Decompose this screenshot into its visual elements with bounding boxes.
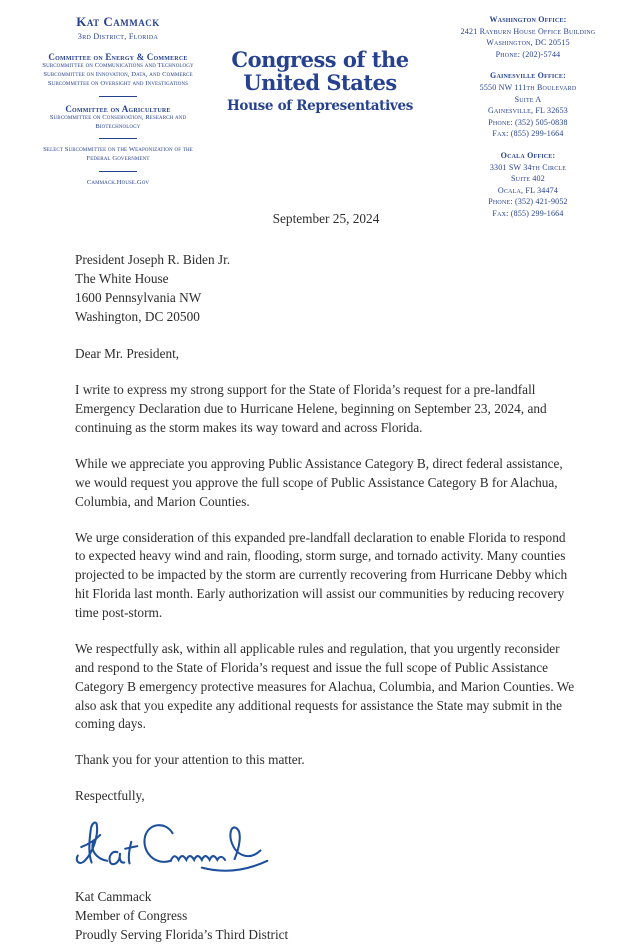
divider [99, 96, 137, 97]
signoff-block [75, 888, 577, 945]
recipient-line: President Joseph R. Biden Jr. [75, 251, 231, 267]
house-subtitle: House of Representatives [226, 98, 414, 115]
office-line: Suite A [514, 94, 542, 104]
committee-section [26, 146, 210, 164]
salutation: Dear Mr. President, [75, 346, 180, 362]
office-label: Washington Office: [489, 15, 567, 24]
member-website: Cammack.House.Gov [86, 179, 150, 187]
subcommittee-line: Subcommittee on Communications and Technology [42, 62, 194, 69]
recipient-line: The White House [75, 270, 169, 286]
body-paragraph: We urge consideration of this expanded pre-landfall declaration to enable Florida to respond to expected heavy wind and rain, flooding, storm surge, and tornado activity. Many counties projected to be impacted by the storm are currently recovering from Hurricane Debby which hit Florida last month. Early authorization will assist our communities by reducing recovery time post-storm. [75, 529, 568, 620]
office-line: Ocala, FL 34474 [497, 185, 559, 195]
office-line: 2421 Rayburn House Office Building [460, 26, 596, 36]
letterhead-left-column [26, 14, 210, 188]
committee-title: Committee on Energy & Commerce [48, 52, 188, 62]
office-line: Phone: (352) 505-0838 [488, 117, 568, 127]
signoff-tagline: Proudly Serving Florida’s Third District [75, 926, 289, 942]
divider [99, 138, 137, 139]
letter-date: September 25, 2024 [272, 211, 380, 226]
recipient-line: 1600 Pennsylvania NW [75, 289, 202, 305]
office-line: Phone: (352) 421-9052 [488, 197, 568, 207]
office-line: Suite 402 [511, 174, 545, 184]
website-section [26, 179, 210, 188]
committee-section [26, 104, 210, 132]
member-name: Kat Cammack [76, 14, 160, 29]
recipient-address [75, 251, 577, 327]
subcommittee-line: Select Subcommittee on the Weaponization of the Federal Government [43, 146, 193, 163]
body-paragraph: I write to express my strong support for the State of Florida’s request for a pre-landfall Emergency Declaration due to Hurricane Helene, beginning on September 23, 2024, and continuing as the storm makes its way toward and across Florida. [75, 382, 547, 435]
office-line: Gainesville, FL 32653 [487, 106, 568, 116]
committee-title: Committee on Agriculture [65, 103, 171, 114]
office-line: 3301 SW 34th Circle [489, 162, 567, 172]
committee-section [26, 52, 210, 89]
subcommittee-line: Subcommittee on Innovation, Data, and Commerce [43, 70, 193, 78]
body-paragraph: Thank you for your attention to this matter. [75, 752, 305, 768]
letter-body [75, 210, 577, 945]
office-line: Fax: (855) 299-1664 [492, 129, 564, 139]
congress-title: Congress of the United States [231, 47, 409, 96]
office-label: Gainesville Office: [490, 71, 566, 81]
office-label: Ocala Office: [500, 150, 556, 160]
subcommittee-line: Subcommittee on Conservation, Research and Biotechnology [49, 113, 187, 130]
office-line: 5550 NW 111th Boulevard [479, 82, 577, 92]
recipient-line: Washington, DC 20500 [75, 308, 200, 324]
letterhead-center-column [203, 48, 437, 114]
body-paragraph: We respectfully ask, within all applicable rules and regulation, that you urgently reconsider and respond to the State of Florida’s request and issue the full scope of Public Assistance Category B emergency protective measures for Alachua, Columbia, and Marion Counties. We also ask that you expedite any additional requests for assistance the State may submit in the coming days. [75, 640, 575, 732]
signoff-name: Kat Cammack [75, 888, 152, 904]
letterhead-right-column [426, 14, 630, 230]
office-line: Washington, DC 20515 [486, 38, 570, 48]
office-line: Fax: (855) 299-1664 [492, 208, 564, 218]
signoff-title: Member of Congress [75, 907, 188, 923]
member-district: 3rd District, Florida [77, 32, 159, 41]
office-block [426, 70, 630, 140]
letterhead [0, 0, 640, 218]
office-block [426, 14, 630, 60]
subcommittee-line: Subcommittee on Oversight and Investigations [47, 79, 189, 87]
closing: Respectfully, [75, 788, 145, 804]
office-line: Phone: (202)-5744 [495, 49, 561, 59]
divider [99, 171, 137, 172]
signature-image [71, 816, 577, 884]
body-paragraph: While we appreciate you approving Public Assistance Category B, direct federal assistance, we would request you approve the full scope of Public Assistance Category B for Alachua, Columbia, and Marion Counties. [75, 455, 563, 509]
